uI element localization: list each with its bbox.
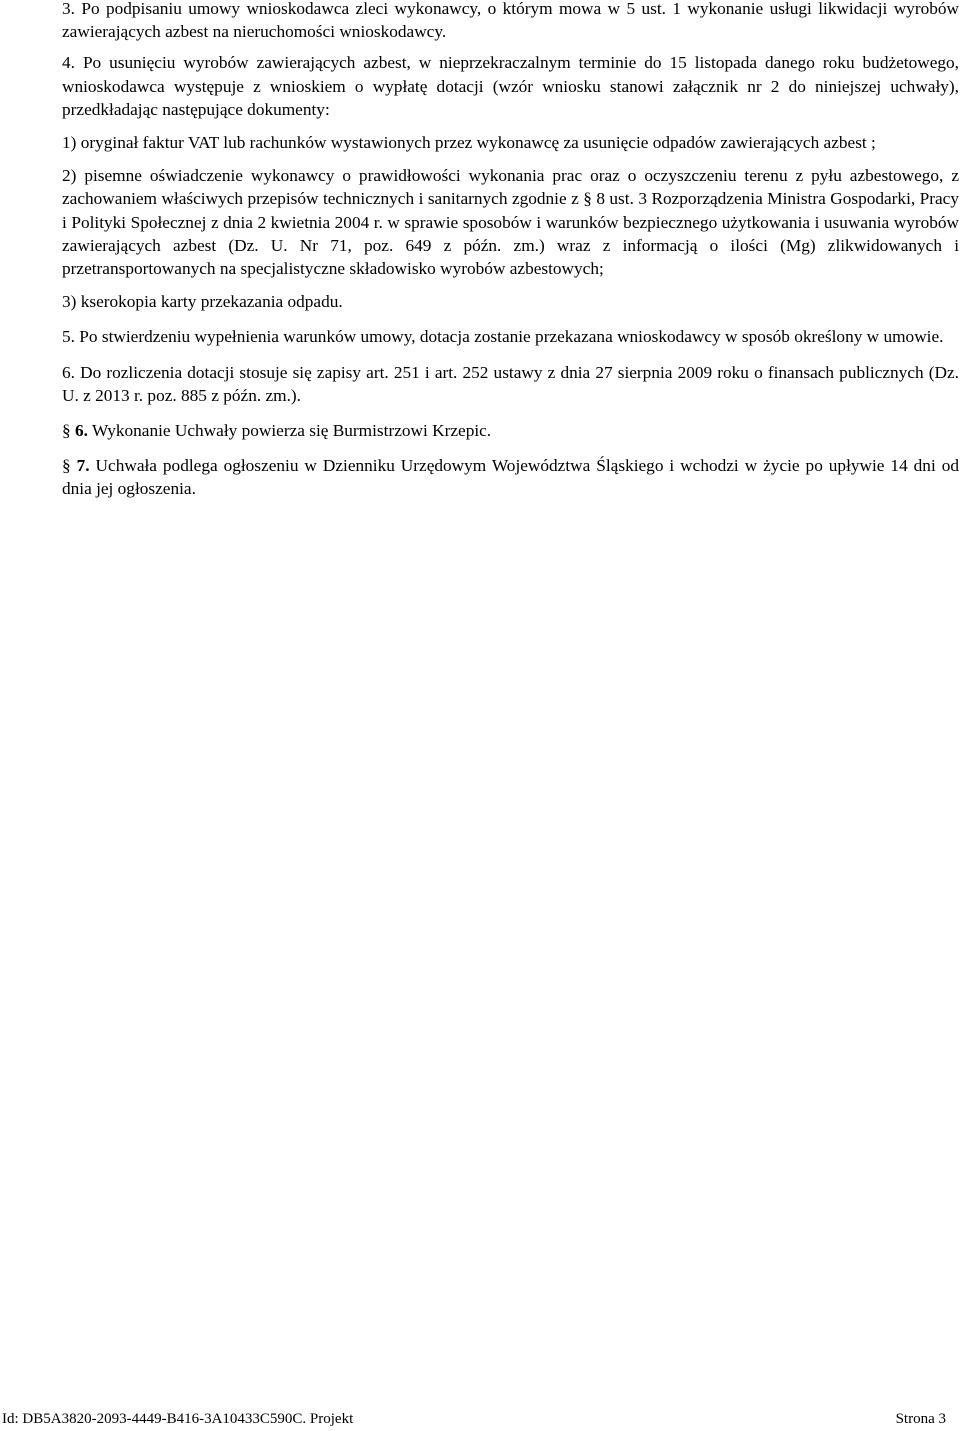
section-7 xyxy=(62,454,959,500)
section-6 xyxy=(62,419,959,442)
document-id: Id: DB5A3820-2093-4449-B416-3A10433C590C. Projekt xyxy=(2,1411,354,1427)
paragraph-text: Po stwierdzeniu wypełnienia warunków umowy, dotacja zostanie przekazana wnioskodawcy w sposób określony w umowie. xyxy=(79,327,944,347)
paragraph-number: 4. xyxy=(62,53,75,73)
list-item-text: 3) kserokopia karty przekazania odpadu. xyxy=(62,292,343,312)
paragraph-5 xyxy=(62,325,959,348)
paragraph-text: Po usunięciu wyrobów zawierających azbest, w nieprzekraczalnym terminie do 15 listopada danego roku budżetowego, wnioskodawca występuje z wnioskiem o wypłatę dotacji (wzór wniosku stanowi załącznik nr 2 do niniejszej uchwały), przedkładając następujące dokumenty: xyxy=(62,53,959,119)
list-item-1 xyxy=(62,131,959,154)
page-footer xyxy=(0,1404,960,1428)
paragraph-number: 6. xyxy=(62,362,75,382)
section-text: Uchwała podlega ogłoszeniu w Dzienniku Urzędowym Województwa Śląskiego i wchodzi w życie po upływie 14 dni od dnia jej ogłoszenia. xyxy=(62,456,959,499)
list-item-3 xyxy=(62,290,959,313)
section-text: Wykonanie Uchwały powierza się Burmistrzowi Krzepic. xyxy=(91,421,492,441)
paragraph-4 xyxy=(62,51,959,121)
paragraph-number: 3. xyxy=(62,0,75,18)
list-item-2 xyxy=(62,164,959,280)
section-symbol: § xyxy=(62,421,75,441)
section-number: 6. xyxy=(74,421,88,441)
paragraph-3 xyxy=(62,0,959,43)
list-item-text: 2) pisemne oświadczenie wykonawcy o prawidłowości wykonania prac oraz o oczyszczeniu terenu z pyłu azbestowego, z zachowaniem właściwych przepisów technicznych i sanitarnych zgodnie z § 8 ust. 3 Rozporządzenia Ministra Gospodarki, Pracy i Polityki Społecznej z dnia 2 kwietnia 2004 r. w sprawie sposobów i warunków bezpiecznego użytkowania i usuwania wyrobów zawierających azbest (Dz. U. Nr 71, poz. 649 z późn. zm.) wraz z informacją o ilości (Mg) zlikwidowanych i przetransportowanych na specjalistyczne składowisko wyrobów azbestowych; xyxy=(62,166,959,279)
list-item-text: 1) oryginał faktur VAT lub rachunków wystawionych przez wykonawcę za usunięcie odpadów zawierających azbest ; xyxy=(62,133,876,153)
page-number: Strona 3 xyxy=(895,1411,946,1427)
paragraph-number: 5. xyxy=(62,327,75,347)
paragraph-text: Do rozliczenia dotacji stosuje się zapisy art. 251 i art. 252 ustawy z dnia 27 sierpnia 2009 roku o finansach publicznych (Dz. U. z 2013 r. poz. 885 z późn. zm.). xyxy=(62,362,959,405)
paragraph-6 xyxy=(62,361,959,407)
document-body xyxy=(62,0,959,501)
section-number: 7. xyxy=(76,456,90,476)
section-symbol: § xyxy=(62,456,77,476)
paragraph-text: Po podpisaniu umowy wnioskodawca zleci wykonawcy, o którym mowa w 5 ust. 1 wykonanie usługi likwidacji wyrobów zawierających azbest na nieruchomości wnioskodawcy. xyxy=(62,0,959,42)
